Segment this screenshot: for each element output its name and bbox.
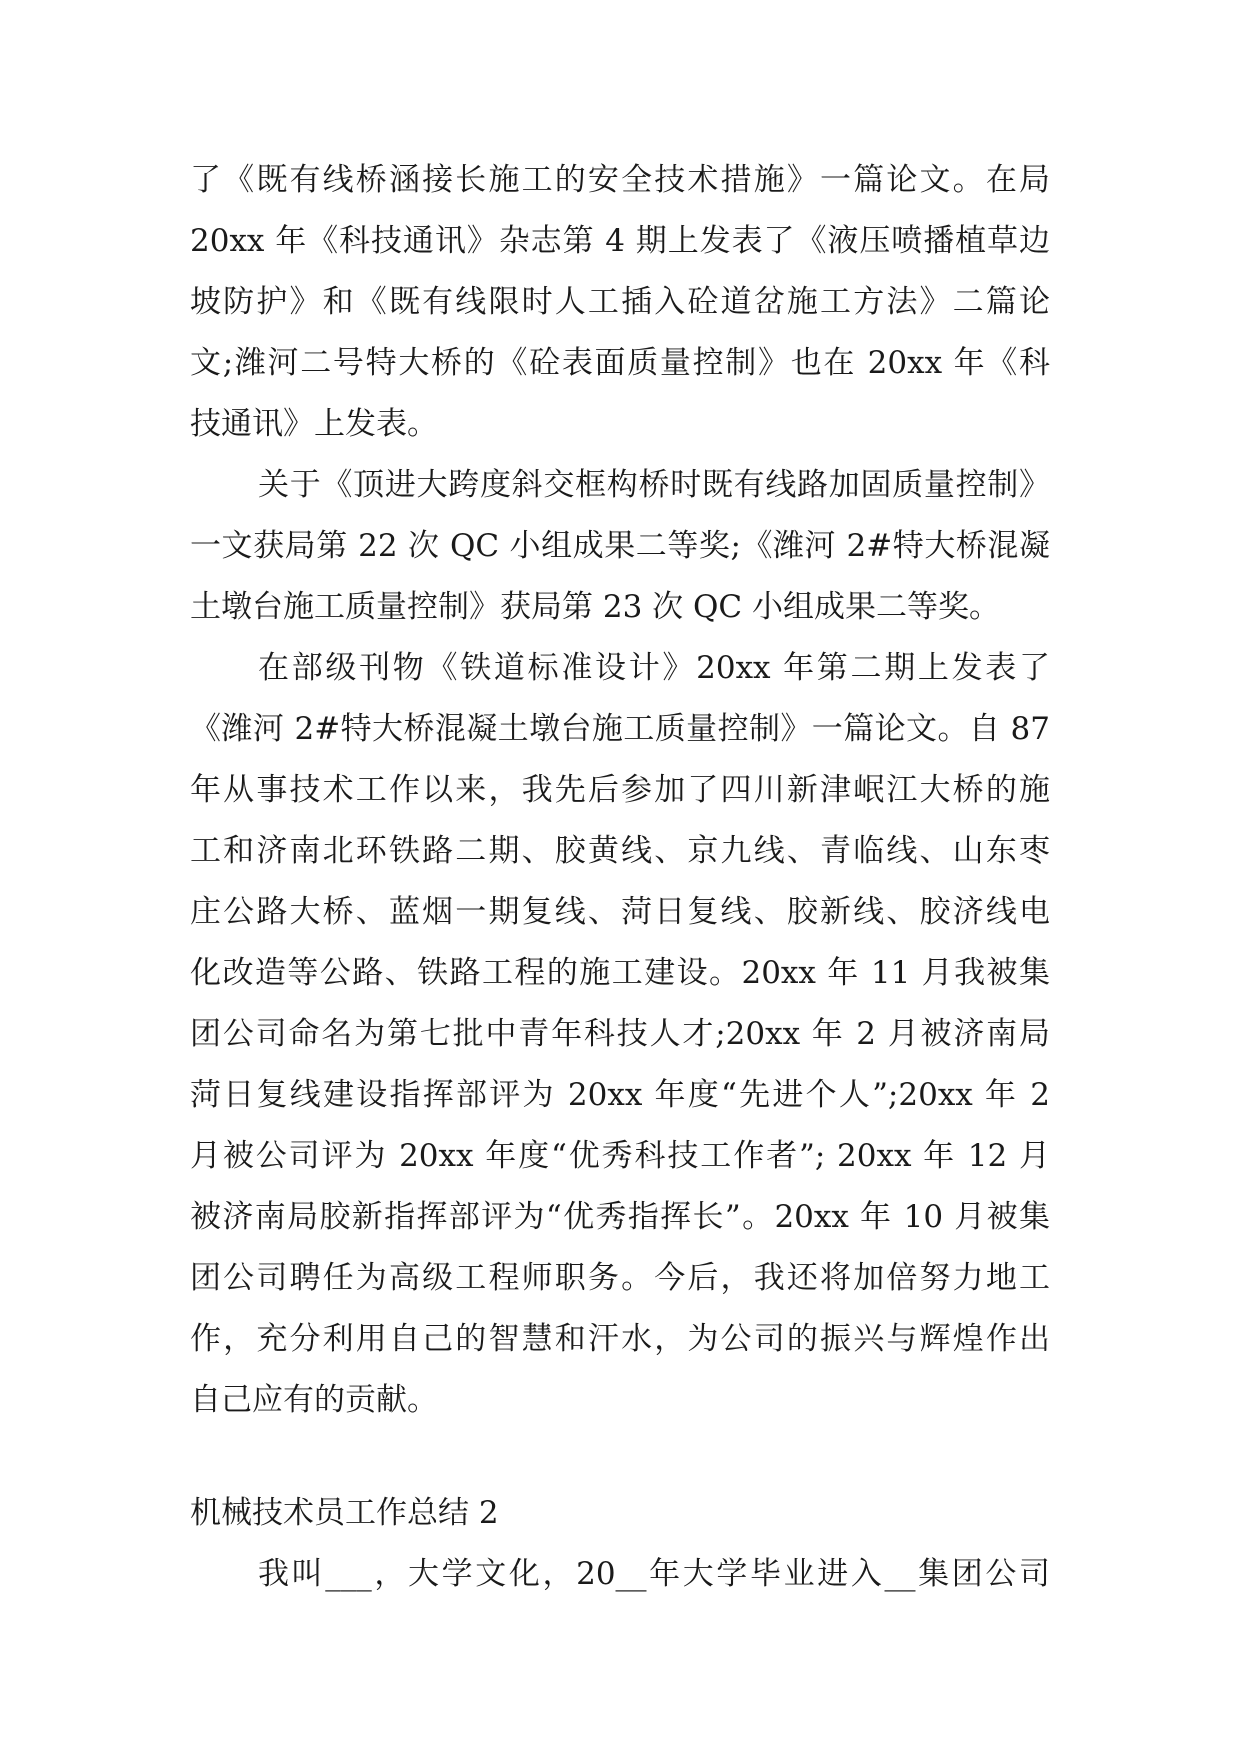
- text-line: 20xx 年《科技通讯》杂志第 4 期上发表了《液压喷播植草边: [190, 223, 1050, 259]
- text-line: 《潍河 2#特大桥混凝土墩台施工质量控制》一篇论文。自 87: [190, 711, 1050, 747]
- text-line: 了《既有线桥涵接长施工的安全技术措施》一篇论文。在局: [190, 162, 1050, 198]
- text-line: 在部级刊物《铁道标准设计》20xx 年第二期上发表了: [258, 650, 1050, 686]
- text-line: 化改造等公路、铁路工程的施工建设。20xx 年 11 月我被集: [190, 955, 1050, 991]
- text-line: 文;潍河二号特大桥的《砼表面质量控制》也在 20xx 年《科: [190, 345, 1050, 381]
- paragraph-1: [190, 150, 1050, 455]
- text-line: 月被公司评为 20xx 年度“优秀科技工作者”; 20xx 年 12 月: [190, 1138, 1050, 1174]
- text-line: 关于《顶进大跨度斜交框构桥时既有线路加固质量控制》: [258, 467, 1050, 503]
- text-line: 庄公路大桥、蓝烟一期复线、菏日复线、胶新线、胶济线电: [190, 894, 1050, 930]
- text-line: 作，充分利用自己的智慧和汗水，为公司的振兴与辉煌作出: [190, 1321, 1050, 1357]
- text-line: 团公司命名为第七批中青年科技人才;20xx 年 2 月被济南局: [190, 1016, 1050, 1052]
- paragraph-2: [190, 455, 1050, 638]
- text-line: 土墩台施工质量控制》获局第 23 次 QC 小组成果二等奖。: [190, 589, 1000, 625]
- text-line: 工和济南北环铁路二期、胶黄线、京九线、青临线、山东枣: [190, 833, 1050, 869]
- text-line: 年从事技术工作以来，我先后参加了四川新津岷江大桥的施: [190, 772, 1050, 808]
- document-page: [190, 150, 1050, 1605]
- text-line: 团公司聘任为高级工程师职务。今后，我还将加倍努力地工: [190, 1260, 1050, 1296]
- text-line: 一文获局第 22 次 QC 小组成果二等奖;《潍河 2#特大桥混凝: [190, 528, 1050, 564]
- paragraph-3: [190, 638, 1050, 1431]
- text-line: 坡防护》和《既有线限时人工插入砼道岔施工方法》二篇论: [190, 284, 1050, 320]
- text-line: 自己应有的贡献。: [190, 1382, 438, 1418]
- section-heading: 机械技术员工作总结 2: [190, 1495, 499, 1531]
- paragraph-4: [190, 1544, 1050, 1605]
- text-line: 被济南局胶新指挥部评为“优秀指挥长”。20xx 年 10 月被集: [190, 1199, 1050, 1235]
- text-line: 我叫___，大学文化，20__年大学毕业进入__集团公司: [258, 1556, 1050, 1592]
- text-line: 技通讯》上发表。: [190, 406, 438, 442]
- text-line: 菏日复线建设指挥部评为 20xx 年度“先进个人”;20xx 年 2: [190, 1077, 1050, 1113]
